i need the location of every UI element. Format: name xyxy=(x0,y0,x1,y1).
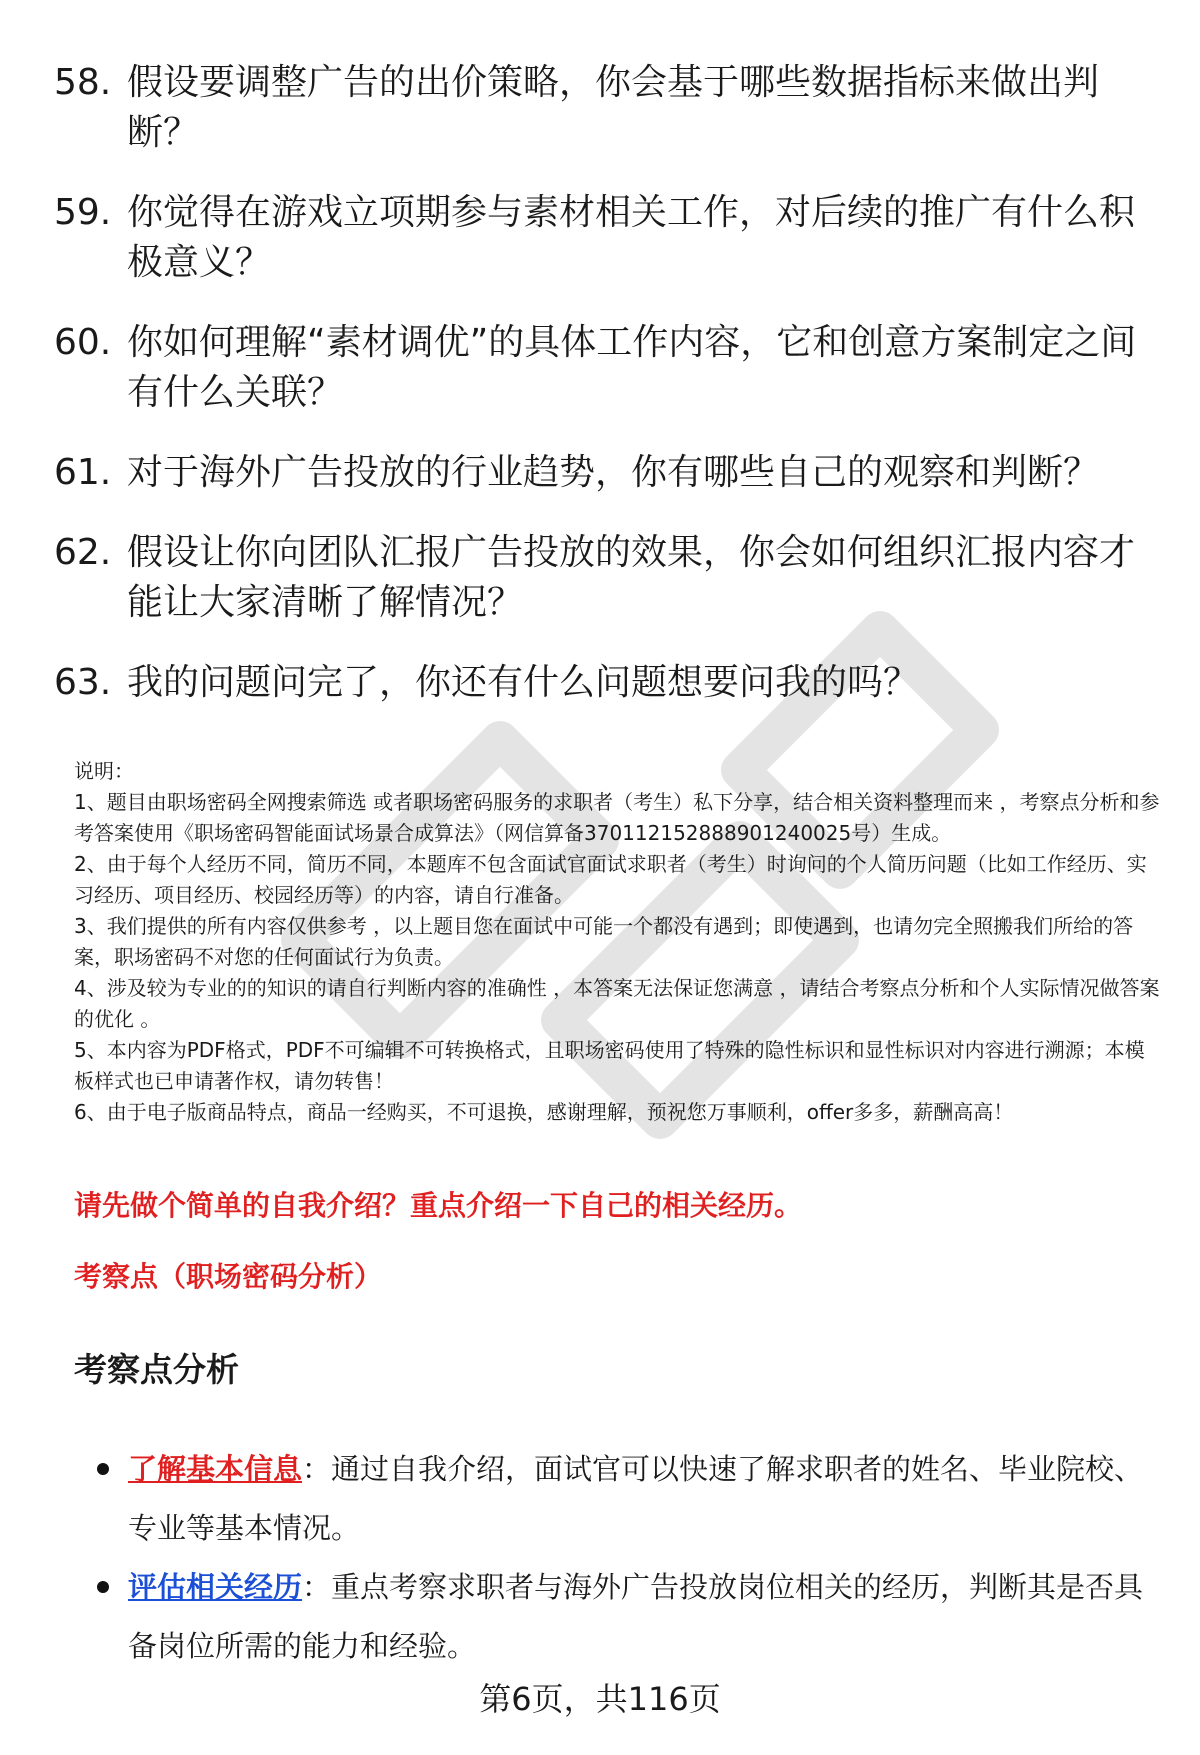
question-number: 62. xyxy=(54,532,112,573)
interview-question-heading: 请先做个简单的自我介绍？重点介绍一下自己的相关经历。 xyxy=(74,1189,803,1222)
question-item xyxy=(54,658,1154,708)
bullet-term: 评估相关经历 xyxy=(128,1570,303,1604)
bullet-dot-icon xyxy=(97,1581,109,1593)
question-item xyxy=(54,188,1154,288)
notes-item: 1、题目由职场密码全网搜索筛选 或者职场密码服务的求职者（考生）私下分享，结合相关资料整理而来 ，考察点分析和参考答案使用《职场密码智能面试场景合成算法》（网信算备370112152888901240025号）生成。 xyxy=(74,790,1160,845)
question-item xyxy=(54,58,1154,158)
bullet-separator: ： xyxy=(302,1570,332,1604)
bullet-separator: ： xyxy=(302,1452,332,1486)
notes-item: 6、由于电子版商品特点，商品一经购买，不可退换，感谢理解，预祝您万事顺利，offer多多，薪酬高高！ xyxy=(74,1100,1014,1124)
question-text: 你觉得在游戏立项期参与素材相关工作，对后续的推广有什么积极意义？ xyxy=(127,192,1136,283)
analysis-label: 考察点（职场密码分析） xyxy=(74,1260,383,1293)
question-number: 59. xyxy=(54,192,112,233)
question-number: 61. xyxy=(54,452,112,493)
notes-item: 4、涉及较为专业的的知识的请自行判断内容的准确性 ，本答案无法保证您满意 ，请结合考察点分析和个人实际情况做答案的优化 。 xyxy=(74,976,1160,1031)
notes-item: 3、我们提供的所有内容仅供参考 ，以上题目您在面试中可能一个都没有遇到；即使遇到，也请勿完全照搬我们所给的答案，职场密码不对您的任何面试行为负责。 xyxy=(74,914,1134,969)
analysis-bullet xyxy=(95,1440,1155,1558)
analysis-bullet-list xyxy=(95,1440,1155,1676)
notes-block xyxy=(74,756,1164,1128)
notes-item: 5、本内容为PDF格式，PDF不可编辑不可转换格式，且职场密码使用了特殊的隐性标识和显性标识对内容进行溯源；本模板样式也已申请著作权，请勿转售！ xyxy=(74,1038,1145,1093)
question-number: 63. xyxy=(54,662,112,703)
notes-heading: 说明： xyxy=(74,759,134,783)
question-number: 60. xyxy=(54,322,112,363)
notes-item: 2、由于每个人经历不同，简历不同，本题库不包含面试官面试求职者（考生）时询问的个人简历问题（比如工作经历、实习经历、项目经历、校园经历等）的内容，请自行准备。 xyxy=(74,852,1147,907)
question-text: 我的问题问完了，你还有什么问题想要问我的吗？ xyxy=(127,662,920,703)
bullet-dot-icon xyxy=(97,1463,109,1475)
page-footer: 第6页，共116页 xyxy=(479,1680,721,1718)
question-text: 假设让你向团队汇报广告投放的效果，你会如何组织汇报内容才能让大家清晰了解情况？ xyxy=(127,532,1136,623)
question-text: 假设要调整广告的出价策略，你会基于哪些数据指标来做出判断？ xyxy=(127,62,1100,153)
question-item xyxy=(54,448,1154,498)
question-item xyxy=(54,528,1154,628)
bullet-text: 通过自我介绍，面试官可以快速了解求职者的姓名、毕业院校、专业等基本情况。 xyxy=(128,1452,1144,1545)
question-number: 58. xyxy=(54,62,112,103)
bullet-term: 了解基本信息 xyxy=(128,1452,303,1486)
analysis-bullet xyxy=(95,1558,1155,1676)
section-title: 考察点分析 xyxy=(74,1350,239,1389)
bullet-text: 重点考察求职者与海外广告投放岗位相关的经历，判断其是否具备岗位所需的能力和经验。 xyxy=(128,1570,1144,1663)
question-list xyxy=(54,58,1154,738)
question-item xyxy=(54,318,1154,418)
question-text: 你如何理解“素材调优”的具体工作内容，它和创意方案制定之间有什么关联？ xyxy=(127,322,1137,413)
question-text: 对于海外广告投放的行业趋势，你有哪些自己的观察和判断？ xyxy=(127,452,1100,493)
